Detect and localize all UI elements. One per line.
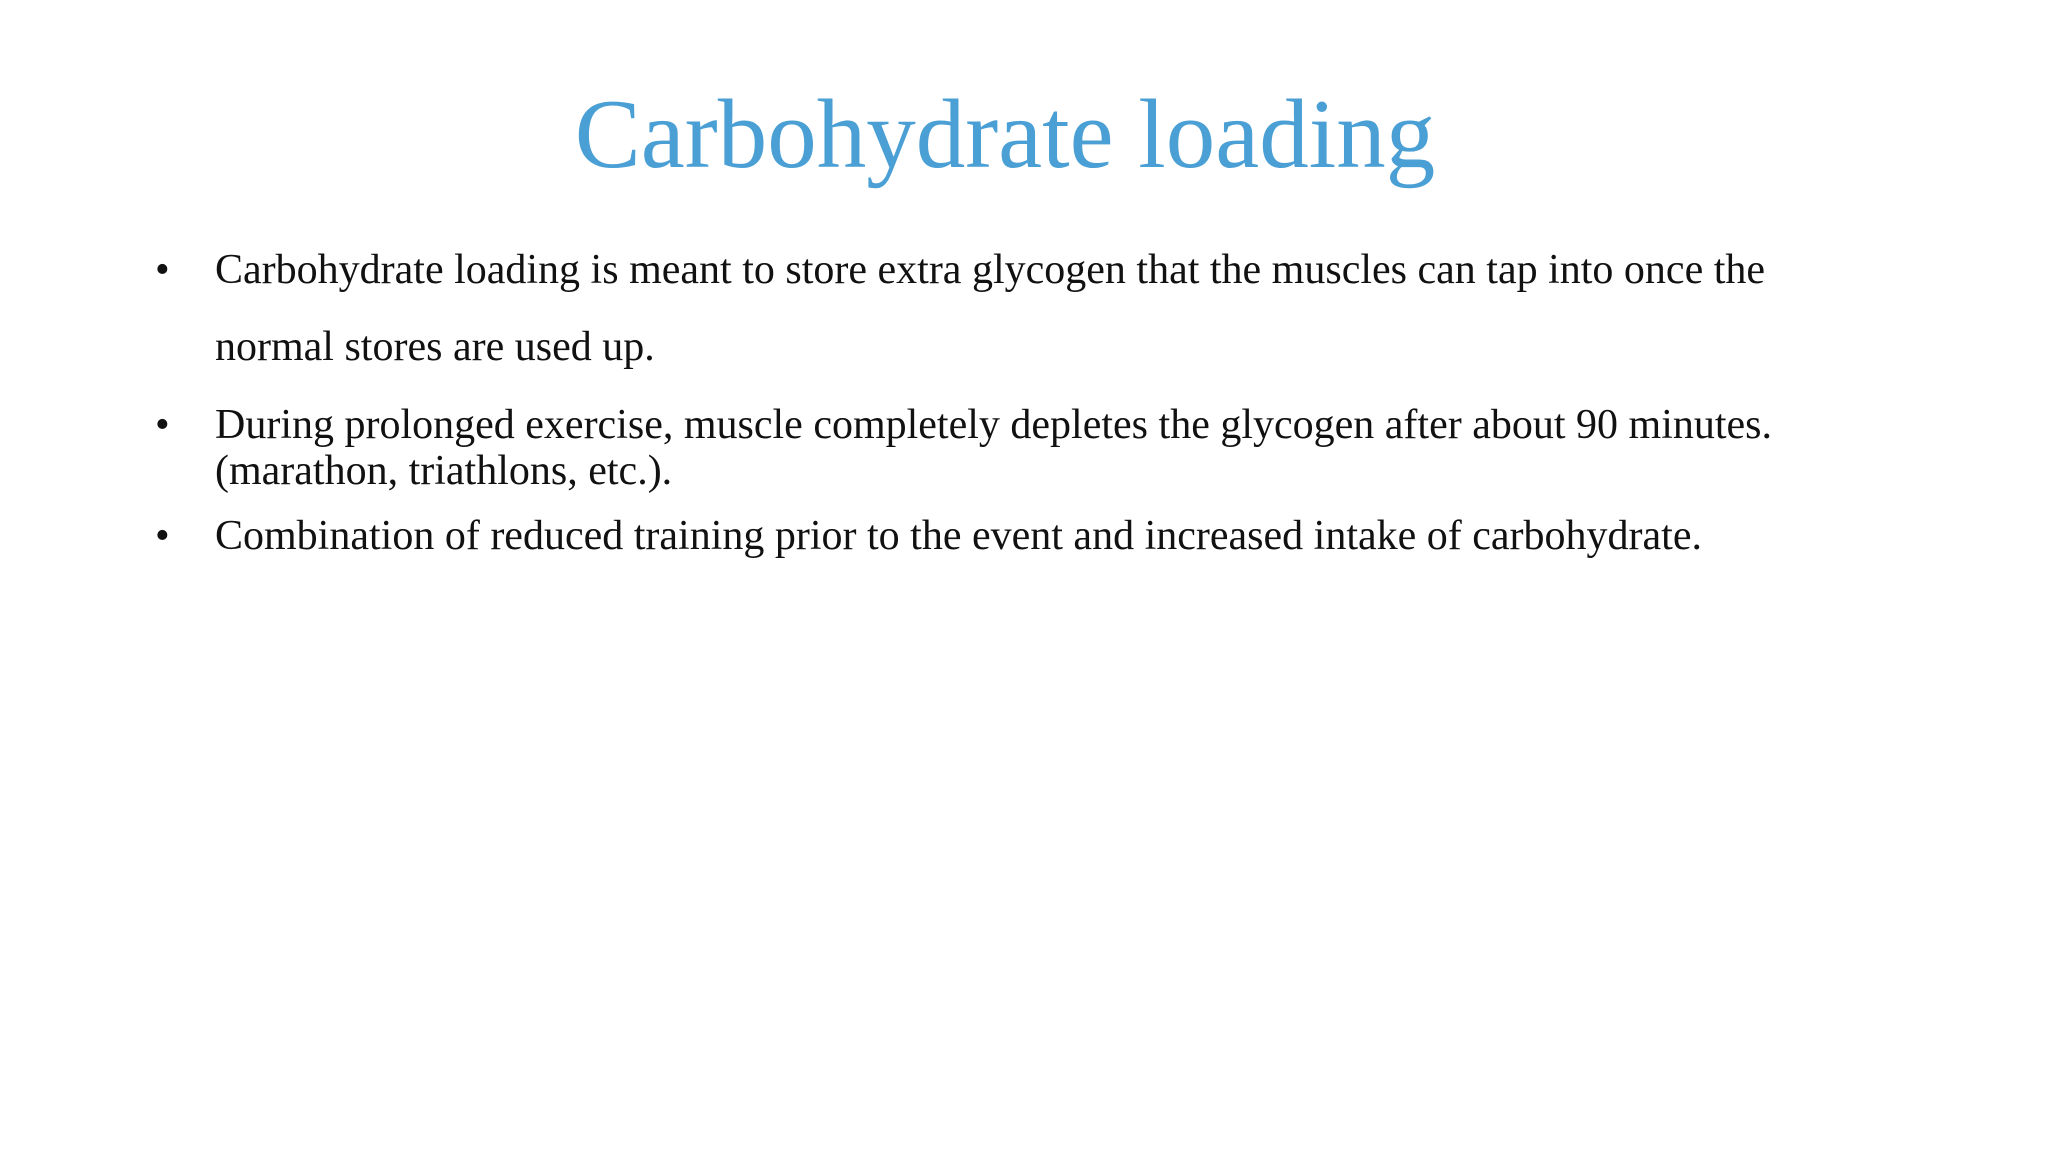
bullet-dot-icon: • — [155, 513, 170, 559]
bullet-list — [150, 232, 1850, 560]
bullet-text: Carbohydrate loading is meant to store extra glycogen that the muscles can tap into once the normal stores are used up. — [215, 247, 1766, 370]
bullet-dot-icon: • — [155, 402, 170, 448]
bullet-item — [150, 512, 1850, 560]
slide-title: Carbohydrate loading — [574, 80, 1436, 189]
bullet-text: During prolonged exercise, muscle completely depletes the glycogen after about 90 minutes. (marathon, triathlons, etc.). — [215, 402, 1773, 494]
bullet-item — [150, 402, 1850, 494]
bullet-dot-icon: • — [155, 247, 170, 293]
bullet-text: Combination of reduced training prior to the event and increased intake of carbohydrate. — [215, 513, 1702, 559]
bullet-item — [150, 232, 1850, 386]
